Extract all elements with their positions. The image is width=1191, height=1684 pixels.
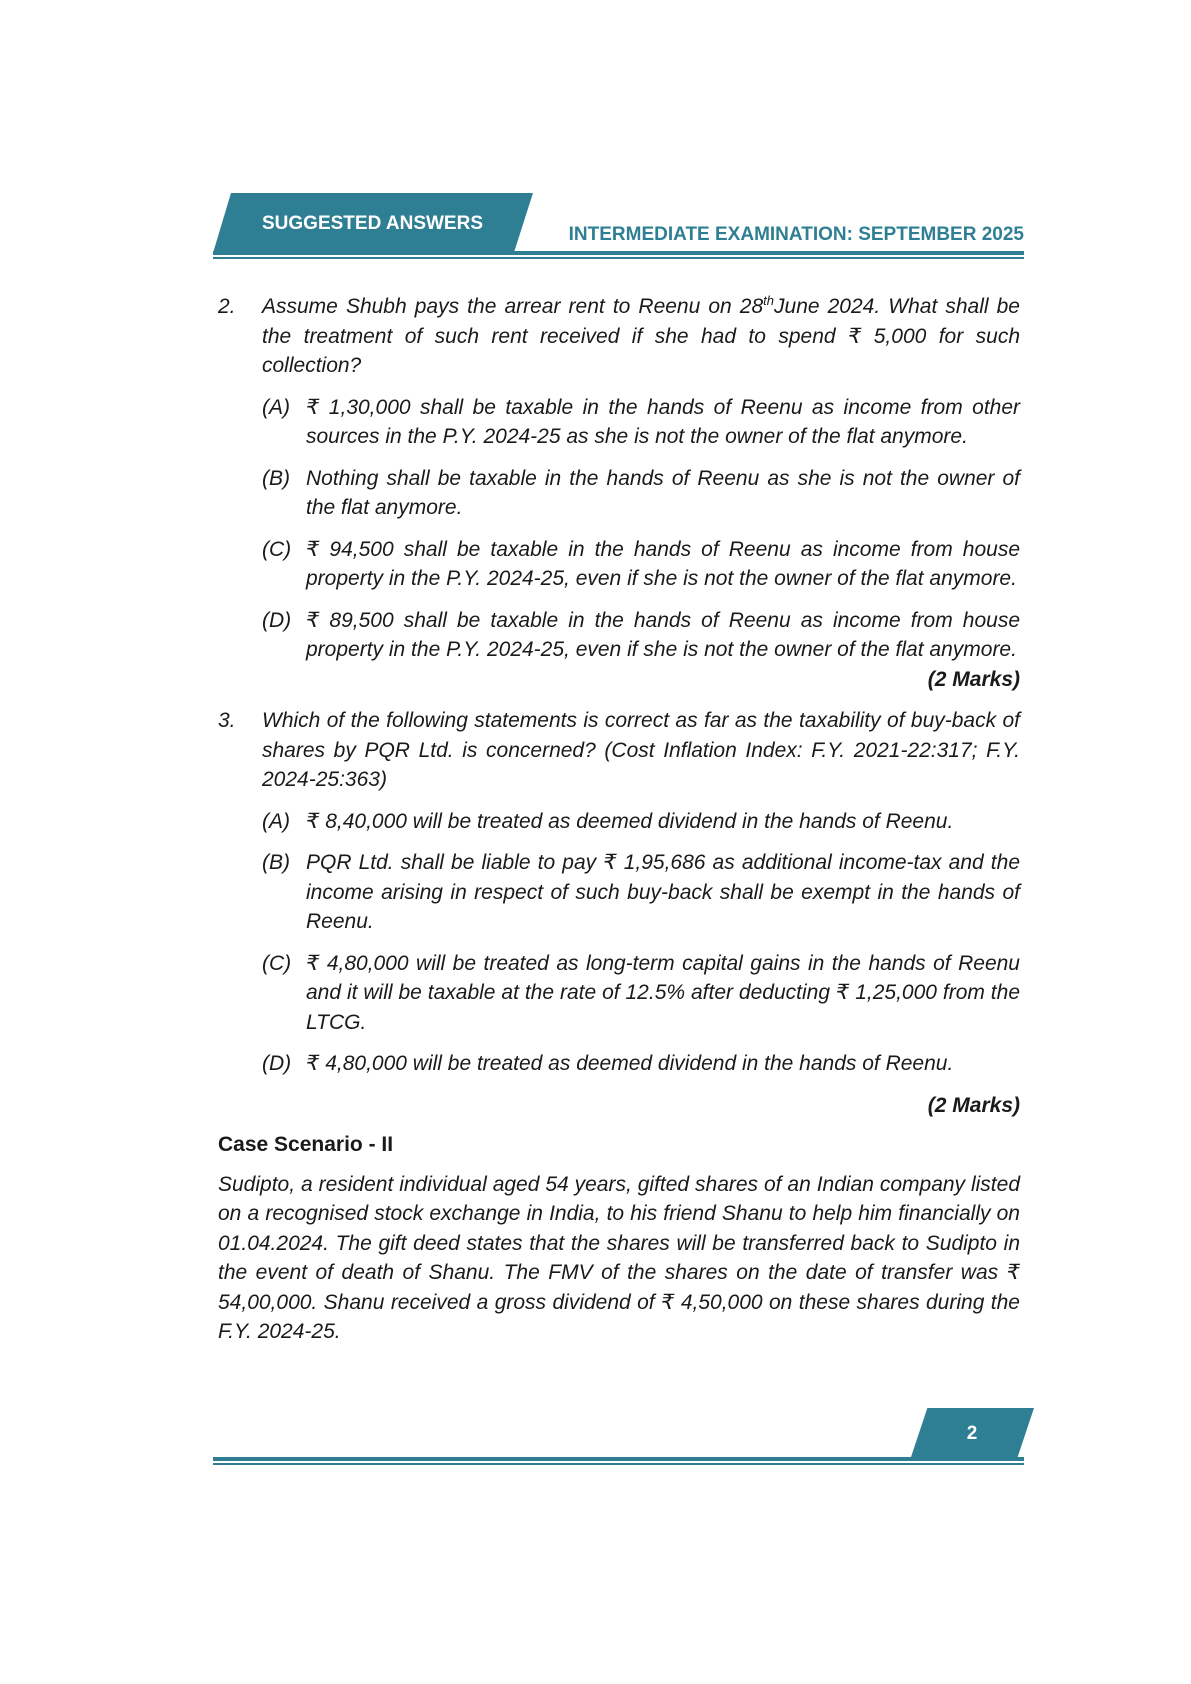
option-text: Nothing shall be taxable in the hands of Reenu as she is not the owner of the flat anymore. — [306, 466, 1020, 519]
question-text-cont: June 2024. What shall be the treatment of such rent received if she had to spend ₹ 5,000 for such collection? — [262, 295, 1020, 377]
option — [218, 464, 1020, 523]
option-text: ₹ 94,500 shall be taxable in the hands of Reenu as income from house property in the P.Y. 2024-25, even if she is not the owner of the flat anymore. — [306, 537, 1020, 590]
option-text: ₹ 4,80,000 will be treated as deemed dividend in the hands of Reenu. — [306, 1052, 954, 1075]
option-label: (A) — [262, 395, 290, 419]
question-text: Which of the following statements is correct as far as the taxability of buy-back of shares by PQR Ltd. is concerned? (Cost Inflation Index: F.Y. 2021-22:317; F.Y. 2024-25:363) — [262, 709, 1020, 791]
option-text: ₹ 89,500 shall be taxable in the hands of Reenu as income from house property in the P.Y. 2024-25, even if she is not the owner of the flat anymore. — [306, 608, 1020, 661]
option — [218, 807, 1020, 837]
question-3 — [218, 706, 1020, 795]
page-content — [218, 292, 1020, 1347]
option-label: (C) — [262, 537, 292, 561]
option-label: (B) — [262, 466, 290, 490]
option — [218, 606, 1020, 695]
header-tab-label: SUGGESTED ANSWERS — [262, 213, 483, 234]
option — [218, 393, 1020, 452]
question-text: Assume Shubh pays the arrear rent to Reenu on 28 — [262, 295, 764, 318]
option-text: ₹ 4,80,000 will be treated as long-term capital gains in the hands of Reenu and it will be taxable at the rate of 12.5% after deducting ₹ 1,25,000 from the LTCG. — [306, 951, 1020, 1034]
superscript: th — [763, 293, 775, 308]
header-rule-thin — [213, 257, 1024, 259]
option — [218, 848, 1020, 937]
option-label: (A) — [262, 809, 290, 833]
case-scenario-text: Sudipto, a resident individual aged 54 years, gifted shares of an Indian company listed on a recognised stock exchange in India, to his friend Shanu to help him financially on 01.04.2024. The gift deed states that the shares will be transferred back to Sudipto in the event of death of Shanu. The FMV of the shares on the date of transfer was ₹ 54,00,000. Shanu received a gross dividend of ₹ 4,50,000 on these shares during the F.Y. 2024-25. — [218, 1172, 1020, 1343]
footer-rule — [213, 1457, 1024, 1461]
option-label: (D) — [262, 1052, 292, 1075]
question-2 — [218, 292, 1020, 381]
option — [218, 949, 1020, 1038]
footer-rule-thin — [213, 1463, 1024, 1465]
header-title: INTERMEDIATE EXAMINATION: SEPTEMBER 2025 — [568, 224, 1024, 245]
question-number: 3. — [218, 709, 236, 732]
marks-label: (2 Marks) — [927, 1093, 1020, 1117]
option-label: (C) — [262, 951, 292, 975]
option-text: ₹ 1,30,000 shall be taxable in the hands of Reenu as income from other sources in the P.Y. 2024-25 as she is not the owner of the flat anymore. — [306, 395, 1020, 448]
section-heading: Case Scenario - II — [218, 1133, 394, 1156]
header-rule — [213, 251, 1024, 255]
option-label: (B) — [262, 851, 290, 874]
option — [218, 535, 1020, 594]
page-number: 2 — [966, 1423, 978, 1444]
option-text: ₹ 8,40,000 will be treated as deemed dividend in the hands of Reenu. — [306, 809, 954, 833]
option-label: (D) — [262, 608, 292, 632]
option-text: PQR Ltd. shall be liable to pay ₹ 1,95,686 as additional income-tax and the income arising in respect of such buy-back shall be exempt in the hands of Reenu. — [306, 851, 1020, 933]
marks-label: (2 Marks) — [927, 667, 1020, 691]
question-number: 2. — [218, 295, 236, 318]
option — [218, 1049, 1020, 1079]
